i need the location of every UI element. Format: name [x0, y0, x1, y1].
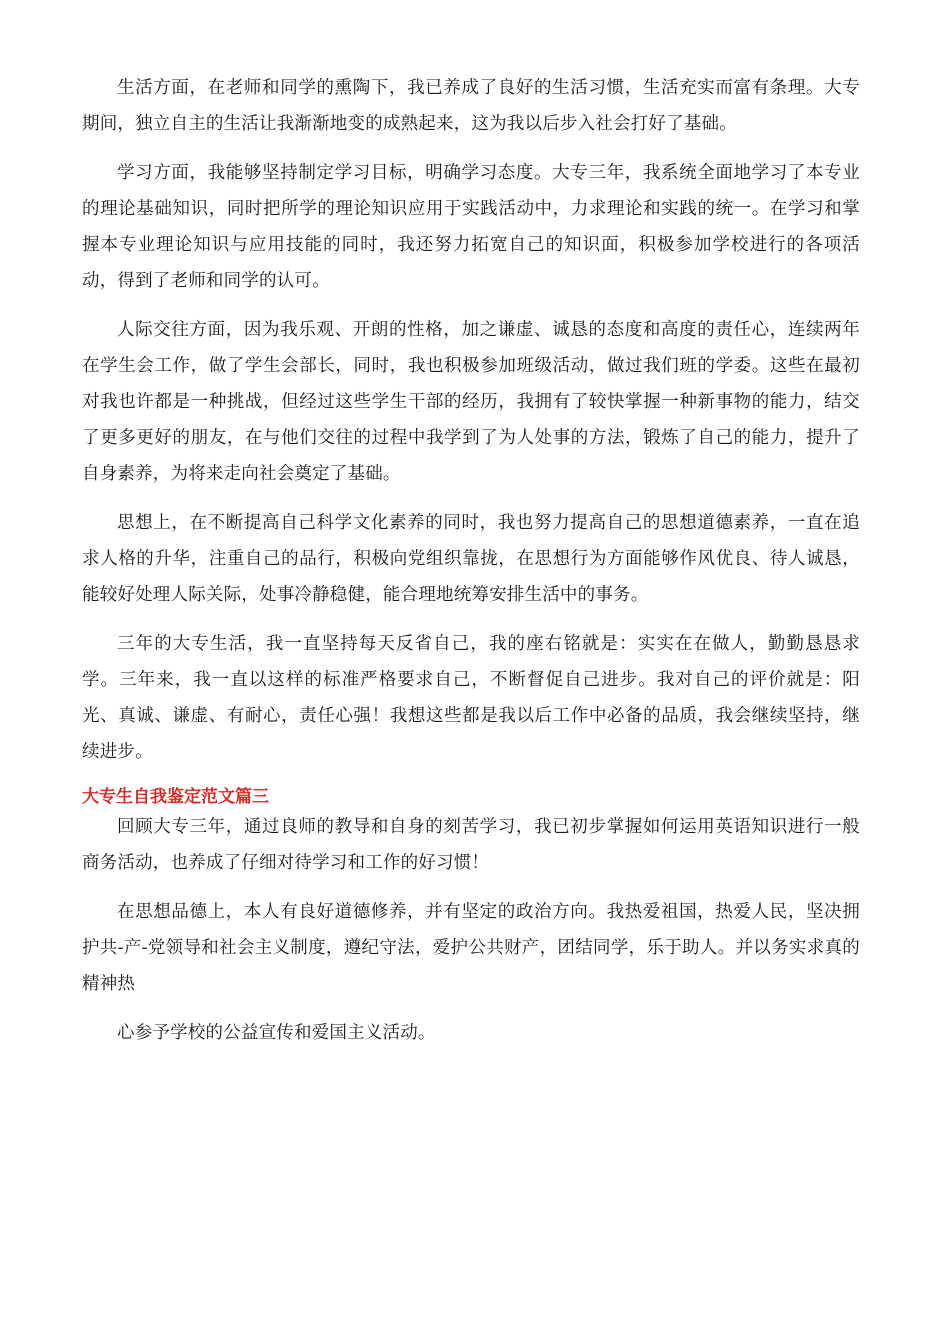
paragraph-morality: 在思想品德上，本人有良好道德修养，并有坚定的政治方向。我热爱祖国，热爱人民，坚决拥护共-产-党领导和社会主义制度，遵纪守法，爱护公共财产，团结同学，乐于助人。并以务实求真的精神热 — [82, 902, 860, 994]
paragraph-study: 学习方面，我能够坚持制定学习目标，明确学习态度。大专三年，我系统全面地学习了本专业的理论基础知识，同时把所学的理论知识应用于实践活动中，力求理论和实践的统一。在学习和掌握本专业理论知识与应用技能的同时，我还努力拓宽自己的知识面，积极参加学校进行的各项活动，得到了老师和同学的认可。 — [82, 163, 860, 291]
paragraph-summary: 三年的大专生活，我一直坚持每天反省自己，我的座右铭就是：实实在在做人，勤勤恳恳求学。三年来，我一直以这样的标准严格要求自己，不断督促自己进步。我对自己的评价就是：阳光、真诚、谦虚、有耐心，责任心强！我想这些都是我以后工作中必备的品质，我会继续坚持，继续进步。 — [82, 634, 860, 762]
section-heading: 大专生自我鉴定范文篇三 — [82, 787, 269, 807]
paragraph-activities: 心参予学校的公益宣传和爱国主义活动。 — [117, 1023, 436, 1043]
paragraph-review: 回顾大专三年，通过良师的教导和自身的刻苦学习，我已初步掌握如何运用英语知识进行一般商务活动，也养成了仔细对待学习和工作的好习惯！ — [82, 817, 860, 873]
paragraph-thought: 思想上，在不断提高自己科学文化素养的同时，我也努力提高自己的思想道德素养，一直在追求人格的升华，注重自己的品行，积极向党组织靠拢，在思想行为方面能够作风优良、待人诚恳，能较好处理人际关际，处事冷静稳健，能合理地统筹安排生活中的事务。 — [82, 513, 860, 605]
paragraph-social: 人际交往方面，因为我乐观、开朗的性格，加之谦虚、诚恳的态度和高度的责任心，连续两年在学生会工作，做了学生会部长，同时，我也积极参加班级活动，做过我们班的学委。这些在最初对我也许都是一种挑战，但经过这些学生干部的经历，我拥有了较快掌握一种新事物的能力，结交了更多更好的朋友，在与他们交往的过程中我学到了为人处事的方法，锻炼了自己的能力，提升了自身素养，为将来走向社会奠定了基础。 — [82, 320, 860, 484]
document-page — [82, 70, 860, 1064]
paragraph-life: 生活方面，在老师和同学的熏陶下，我已养成了良好的生活习惯，生活充实而富有条理。大专期间，独立自主的生活让我渐渐地变的成熟起来，这为我以后步入社会打好了基础。 — [82, 78, 860, 134]
